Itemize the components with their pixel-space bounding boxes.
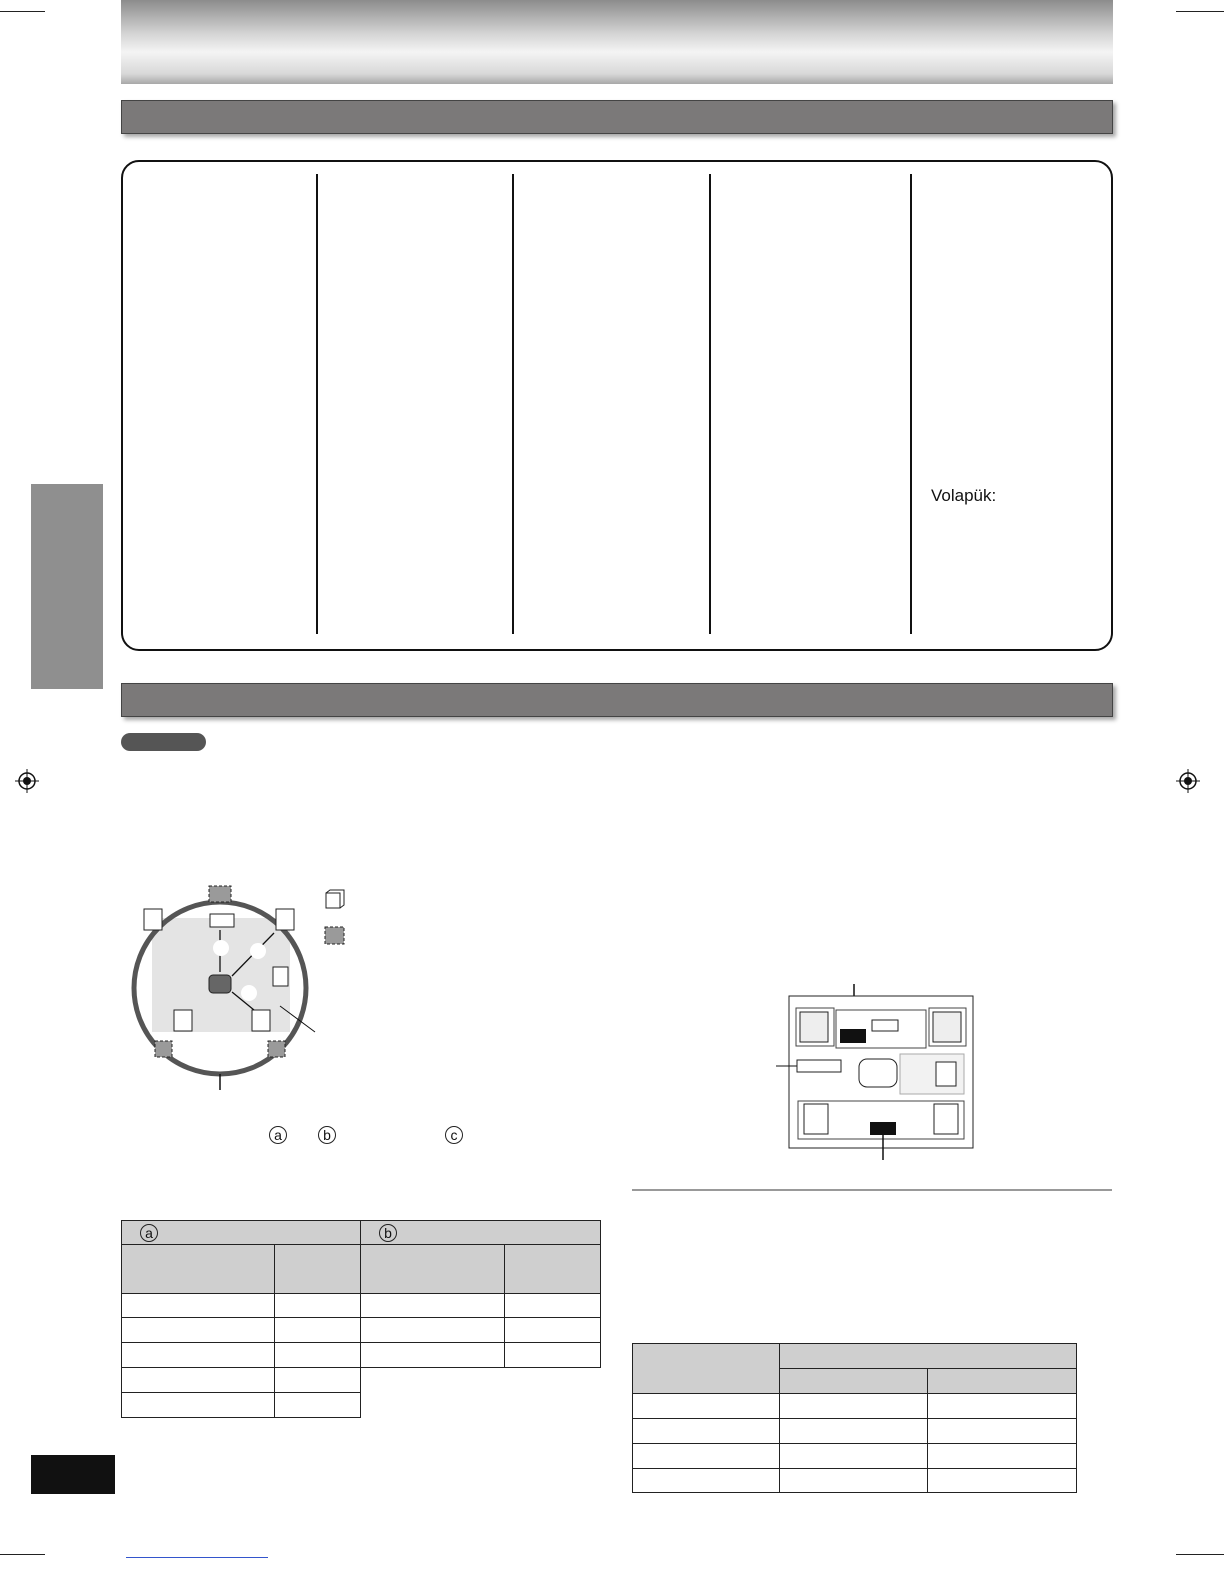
table-row <box>122 1393 601 1418</box>
language-entry: Volapük: <box>931 486 997 505</box>
table-subheader <box>633 1344 780 1394</box>
table-row <box>122 1343 601 1368</box>
crop-mark <box>1176 11 1224 12</box>
disc-type-pill <box>121 733 206 751</box>
marker-a: a <box>269 1126 287 1144</box>
language-column-2 <box>330 180 500 630</box>
table-subheader <box>928 1369 1077 1394</box>
table-header-b: b <box>361 1221 601 1245</box>
table-subheader <box>361 1245 505 1294</box>
table-subheader <box>780 1369 928 1394</box>
column-divider <box>709 174 711 634</box>
horizontal-rule <box>632 1189 1112 1191</box>
section-bar-speaker-setup <box>121 683 1113 717</box>
table-row <box>633 1419 1077 1444</box>
column-divider <box>910 174 912 634</box>
table-header-a: a <box>122 1221 361 1245</box>
marker-c: c <box>445 1126 463 1144</box>
crop-mark <box>0 11 45 12</box>
language-column-3 <box>526 180 696 630</box>
table-row <box>122 1368 601 1393</box>
language-column-1 <box>138 180 308 630</box>
subwoofer-icon <box>324 926 346 946</box>
speaker-placement-diagram <box>120 880 360 1095</box>
crop-mark <box>1176 1554 1224 1555</box>
column-divider <box>512 174 514 634</box>
speaker-icon <box>325 889 345 911</box>
page-number-box <box>31 1455 115 1494</box>
footer-link-underline[interactable] <box>126 1557 268 1558</box>
table-subheader <box>505 1245 601 1294</box>
registration-mark-icon <box>15 769 39 793</box>
section-bar-languages <box>121 100 1113 134</box>
column-divider <box>316 174 318 634</box>
room-layout-diagram <box>776 984 976 1162</box>
table-subheader <box>780 1344 1077 1369</box>
crop-mark <box>0 1554 45 1555</box>
speaker-distance-table <box>121 1220 601 1418</box>
table-row <box>633 1444 1077 1469</box>
table-row <box>633 1469 1077 1493</box>
table-row <box>122 1318 601 1343</box>
speaker-level-table <box>632 1343 1077 1493</box>
language-column-4 <box>724 180 894 630</box>
side-tab <box>31 484 103 689</box>
marker-b: b <box>318 1126 336 1144</box>
table-subheader <box>122 1245 275 1294</box>
table-row <box>633 1394 1077 1419</box>
registration-mark-icon <box>1176 769 1200 793</box>
table-subheader <box>275 1245 361 1294</box>
page-header-band <box>121 0 1113 84</box>
table-row <box>122 1294 601 1318</box>
